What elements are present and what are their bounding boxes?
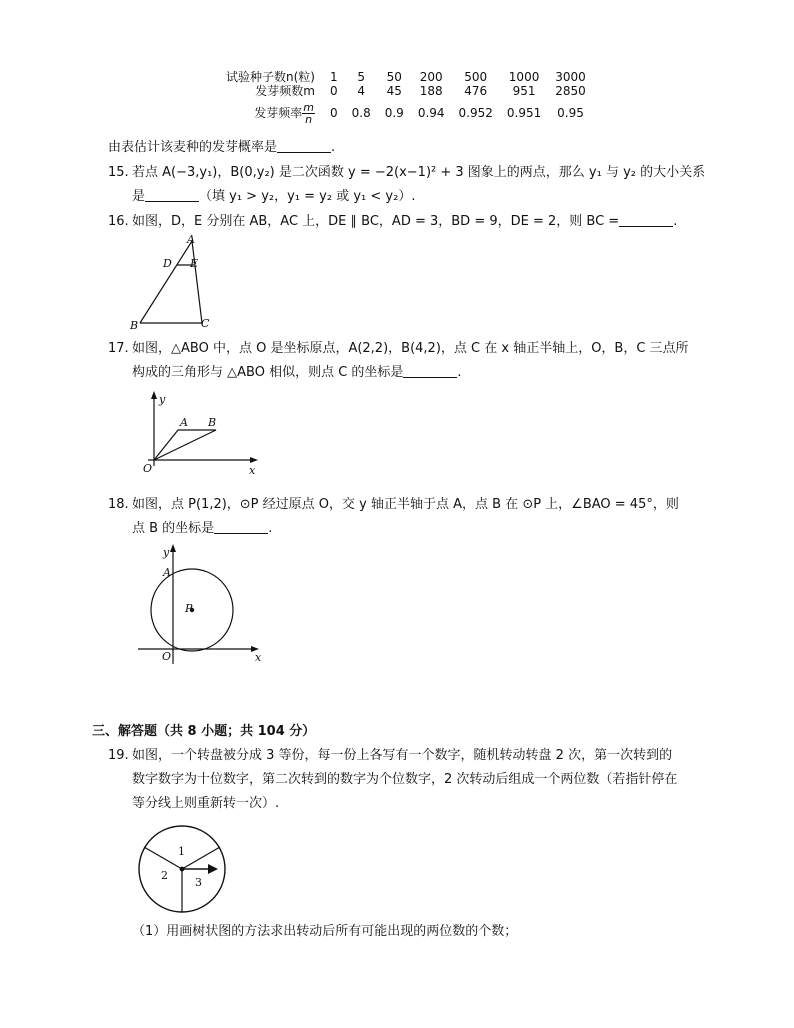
q16-text: 如图，D，E 分别在 AB，AC 上，DE ∥ BC，AD = 3，BD = 9，DE = 2，则 BC = [132, 214, 620, 229]
fraction-m-over-n [302, 102, 315, 125]
question-number: 18. [108, 497, 129, 512]
table-cell: 1 [329, 70, 338, 84]
x-axis-arrow [250, 457, 258, 463]
spinner-number-3: 3 [195, 876, 202, 889]
period: . [457, 365, 462, 380]
q18-line2: 点 B 的坐标是 [132, 521, 215, 536]
question-17 [108, 337, 708, 385]
label-y: y [159, 393, 166, 406]
q15-line1: 若点 A(−3,y₁)，B(0,y₂) 是二次函数 y = −2(x−1)² + 3 图象上的两点，那么 y₁ 与 y₂ 的大小关系 [132, 165, 706, 180]
row-label: 发芽频数m [255, 84, 315, 98]
q19-line1: 如图，一个转盘被分成 3 等份，每一份上各写有一个数字，随机转动转盘 2 次，第一次转到的 [132, 748, 673, 763]
table-cell: 5 [357, 70, 365, 84]
q15-line2-post: （填 y₁ > y₂，y₁ = y₂ 或 y₁ < y₂）. [199, 189, 416, 204]
table-row [226, 70, 593, 84]
table-cell: 0.951 [506, 106, 542, 120]
spinner-center [180, 867, 185, 872]
q19-sub1: （1）用画树状图的方法求出转动后所有可能出现的两位数的个数； [132, 924, 518, 939]
table-cell: 476 [464, 84, 488, 98]
answer-blank [145, 188, 199, 202]
label-y: y [163, 546, 170, 559]
triangle-abo [154, 430, 216, 460]
question-number: 19. [108, 748, 129, 763]
frac-numerator: m [303, 100, 314, 114]
table-cell: 0.8 [351, 106, 371, 120]
label-a: A [187, 233, 195, 246]
divider-line [182, 847, 220, 869]
table-cell: 45 [386, 84, 402, 98]
question-number: 15. [108, 165, 129, 180]
period: . [331, 140, 336, 155]
table-cell: 50 [386, 70, 402, 84]
table-cell: 0.94 [417, 106, 445, 120]
q17-line2: 构成的三角形与 △ABO 相似，则点 C 的坐标是 [132, 365, 404, 380]
table-cell: 1000 [508, 70, 540, 84]
table-row [226, 98, 593, 128]
spinner-figure [136, 824, 228, 916]
label-c: C [201, 317, 210, 330]
triangle-abc [140, 241, 202, 323]
triangle-figure [126, 232, 216, 332]
circle-figure-18 [134, 540, 269, 670]
label-x: x [255, 651, 262, 664]
spinner-number-2: 2 [161, 869, 168, 882]
label-d: D [163, 257, 172, 270]
table-cell: 0.95 [557, 106, 584, 120]
frac-denominator: n [305, 112, 313, 126]
label-o: O [162, 650, 172, 663]
answer-blank [619, 213, 673, 227]
table-cell: 188 [419, 84, 443, 98]
answer-blank [214, 520, 268, 534]
q19-line2: 数字数字为十位数字，第二次转到的数字为个位数字，2 次转动后组成一个两位数（若指针停在 [132, 772, 678, 787]
table-cell: 951 [512, 84, 536, 98]
table-row [226, 84, 593, 98]
label-p: P [185, 602, 193, 615]
table-cell: 200 [419, 70, 443, 84]
label-e: E [190, 257, 199, 270]
question-15 [108, 161, 708, 209]
row-label: 试验种子数n(粒) [226, 70, 315, 84]
question-18 [108, 493, 708, 541]
label-a: A [163, 566, 171, 579]
table-cell: 0.9 [384, 106, 404, 120]
table-cell: 0 [329, 106, 338, 120]
question-16 [108, 210, 708, 234]
seed-germination-table [226, 70, 593, 128]
period: . [268, 521, 273, 536]
pointer-arrowhead [208, 864, 218, 874]
spinner-number-1: 1 [178, 845, 185, 858]
row-label-text: 发芽频率 [254, 105, 303, 120]
period: . [673, 214, 678, 229]
q18-line1: 如图，点 P(1,2)，⊙P 经过原点 O，交 y 轴正半轴于点 A，点 B 在 ⊙P 上，∠BAO = 45°，则 [132, 497, 679, 512]
table-cell: 0 [329, 84, 338, 98]
table-cell: 0.952 [458, 106, 493, 120]
q14-tail [108, 136, 708, 160]
table-cell: 2850 [555, 84, 586, 98]
q15-line2-pre: 是 [132, 189, 146, 204]
y-axis-arrow [170, 544, 176, 552]
label-a: A [180, 416, 188, 429]
question-19 [108, 744, 708, 816]
question-number: 17. [108, 341, 129, 356]
answer-blank [403, 364, 457, 378]
q19-line3: 等分线上则重新转一次）. [132, 796, 280, 811]
row-label [226, 98, 323, 128]
table-cell: 500 [464, 70, 488, 84]
question-number: 16. [108, 214, 129, 229]
q14-text: 由表估计该麦种的发芽概率是 [108, 140, 278, 155]
y-axis-arrow [151, 391, 157, 399]
label-b: B [130, 319, 139, 332]
coordinate-figure-17 [138, 388, 268, 478]
label-o: O [143, 462, 153, 475]
table-cell: 4 [357, 84, 365, 98]
q17-line1: 如图，△ABO 中，点 O 是坐标原点，A(2,2)，B(4,2)，点 C 在 x 轴正半轴上，O，B，C 三点所 [132, 341, 689, 356]
label-b: B [208, 416, 217, 429]
divider-line [144, 847, 182, 869]
table-cell: 3000 [555, 70, 586, 84]
section-heading: 三、解答题（共 8 小题；共 104 分） [92, 724, 316, 739]
label-x: x [249, 464, 256, 477]
answer-blank [277, 139, 331, 153]
